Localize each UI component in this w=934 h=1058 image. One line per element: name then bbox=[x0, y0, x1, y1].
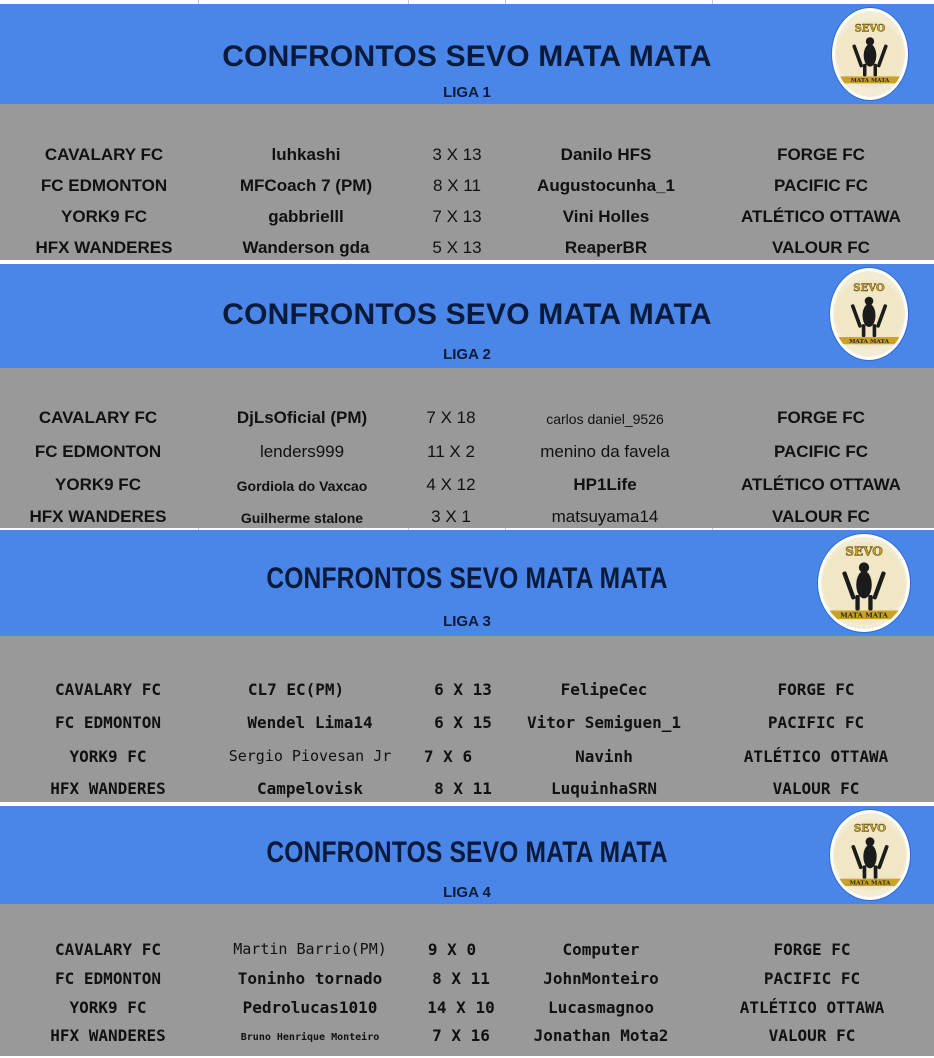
home-team: HFX WANDERES bbox=[29, 507, 167, 526]
home-team: HFX WANDERES bbox=[50, 779, 166, 798]
away-team: ATLÉTICO OTTAWA bbox=[739, 998, 885, 1017]
match-table bbox=[0, 104, 934, 260]
player-away: LuquinhaSRN bbox=[551, 779, 657, 798]
home-team: YORK9 FC bbox=[69, 747, 147, 766]
player-home: lenders999 bbox=[259, 442, 345, 461]
player-home: Wendel Lima14 bbox=[247, 713, 373, 732]
match-table bbox=[0, 904, 934, 1056]
match-score: 3 X 1 bbox=[431, 507, 471, 526]
player-away: Danilo HFS bbox=[560, 145, 652, 164]
match-table bbox=[0, 636, 934, 802]
player-away: FelipeCec bbox=[560, 680, 648, 699]
match-table bbox=[0, 368, 934, 528]
page-title: CONFRONTOS SEVO MATA MATA bbox=[266, 836, 668, 869]
home-team: HFX WANDERES bbox=[35, 238, 173, 257]
player-away: Computer bbox=[562, 940, 640, 959]
player-home: Pedrolucas1010 bbox=[242, 998, 378, 1017]
home-team: FC EDMONTON bbox=[40, 176, 168, 195]
away-team: VALOUR FC bbox=[772, 507, 870, 526]
match-score: 8 X 11 bbox=[432, 969, 490, 988]
match-score: 7 X 13 bbox=[432, 207, 482, 226]
away-team: VALOUR FC bbox=[772, 238, 870, 257]
away-team: PACIFIC FC bbox=[773, 176, 869, 195]
svg-text:MATA MATA: MATA MATA bbox=[849, 338, 889, 345]
away-team: VALOUR FC bbox=[772, 779, 860, 798]
player-home: Guilherme stalone bbox=[240, 510, 364, 526]
svg-text:SEVO: SEVO bbox=[853, 822, 887, 835]
player-home: Sergio Piovesan Jr bbox=[228, 747, 392, 765]
match-score: 5 X 13 bbox=[432, 238, 482, 257]
table-row bbox=[0, 747, 934, 779]
league-header bbox=[0, 264, 934, 368]
home-team: YORK9 FC bbox=[55, 475, 141, 494]
away-team: FORGE FC bbox=[777, 408, 865, 427]
away-team: PACIFIC FC bbox=[763, 969, 861, 988]
player-home: luhkashi bbox=[271, 145, 341, 164]
player-away: Jonathan Mota2 bbox=[533, 1026, 669, 1045]
home-team: FC EDMONTON bbox=[55, 713, 161, 732]
league-header bbox=[0, 530, 934, 636]
svg-text:MATA MATA: MATA MATA bbox=[850, 78, 890, 84]
table-row bbox=[0, 969, 934, 1001]
league-label: LIGA 2 bbox=[443, 346, 491, 363]
home-team: HFX WANDERES bbox=[50, 1026, 166, 1045]
svg-text:MATA MATA: MATA MATA bbox=[840, 611, 888, 620]
table-row bbox=[0, 713, 934, 745]
player-home: Gordiola do Vaxcao bbox=[236, 478, 368, 494]
player-away: Lucasmagnoo bbox=[548, 998, 654, 1017]
svg-text:SEVO: SEVO bbox=[854, 23, 886, 35]
away-team: PACIFIC FC bbox=[773, 442, 869, 461]
match-score: 8 X 11 bbox=[434, 779, 492, 798]
page-title: CONFRONTOS SEVO MATA MATA bbox=[222, 298, 712, 331]
league-label: LIGA 4 bbox=[443, 884, 491, 901]
match-score: 7 X 6 bbox=[423, 747, 473, 766]
player-away: carlos daniel_9526 bbox=[546, 411, 664, 427]
player-away: Augustocunha_1 bbox=[537, 176, 675, 195]
player-away: Navinh bbox=[575, 747, 633, 766]
sevo-logo-icon bbox=[830, 810, 910, 900]
match-score: 7 X 18 bbox=[426, 408, 476, 427]
away-team: ATLÉTICO OTTAWA bbox=[743, 747, 889, 766]
sevo-logo-icon bbox=[830, 268, 908, 360]
away-team: ATLÉTICO OTTAWA bbox=[741, 475, 901, 494]
sevo-logo-icon bbox=[832, 8, 908, 100]
match-score: 7 X 16 bbox=[432, 1026, 490, 1045]
home-team: CAVALARY FC bbox=[55, 680, 161, 699]
home-team: YORK9 FC bbox=[61, 207, 147, 226]
player-home: Martin Barrio(PM) bbox=[233, 940, 387, 958]
player-home: gabbrielll bbox=[268, 207, 344, 226]
table-row bbox=[0, 408, 934, 440]
league-label: LIGA 3 bbox=[443, 613, 491, 630]
svg-text:MATA MATA: MATA MATA bbox=[849, 879, 891, 887]
away-team: FORGE FC bbox=[777, 145, 865, 164]
player-home: Wanderson gda bbox=[242, 238, 370, 257]
player-away: menino da favela bbox=[540, 442, 670, 461]
league-header bbox=[0, 806, 934, 904]
home-team: FC EDMONTON bbox=[34, 442, 162, 461]
player-home: DjLsOficial (PM) bbox=[236, 408, 368, 427]
away-team: PACIFIC FC bbox=[767, 713, 865, 732]
player-away: ReaperBR bbox=[564, 238, 648, 257]
away-team: VALOUR FC bbox=[768, 1026, 856, 1045]
page-title: CONFRONTOS SEVO MATA MATA bbox=[222, 40, 712, 73]
home-team: CAVALARY FC bbox=[55, 940, 161, 959]
league-label: LIGA 1 bbox=[443, 84, 491, 101]
table-row bbox=[0, 145, 934, 177]
away-team: FORGE FC bbox=[773, 940, 851, 959]
page-title: CONFRONTOS SEVO MATA MATA bbox=[266, 562, 668, 595]
table-row bbox=[0, 176, 934, 208]
match-score: 3 X 13 bbox=[432, 145, 482, 164]
league-header bbox=[0, 4, 934, 104]
match-score: 14 X 10 bbox=[427, 998, 495, 1017]
svg-text:SEVO: SEVO bbox=[845, 544, 883, 559]
player-away: Vitor Semiguen_1 bbox=[526, 713, 682, 732]
home-team: CAVALARY FC bbox=[38, 408, 158, 427]
player-home: CL7 EC(PM) bbox=[247, 680, 345, 699]
svg-text:SEVO: SEVO bbox=[853, 282, 885, 294]
sevo-logo-icon bbox=[818, 534, 910, 632]
match-score: 4 X 12 bbox=[426, 475, 476, 494]
player-away: HP1Life bbox=[573, 475, 637, 494]
match-score: 11 X 2 bbox=[427, 442, 475, 461]
away-team: FORGE FC bbox=[777, 680, 855, 699]
player-home: Campelovisk bbox=[257, 779, 363, 798]
league-section-3 bbox=[0, 530, 934, 802]
player-home: Bruno Henrique Monteiro bbox=[240, 1032, 380, 1043]
table-row bbox=[0, 207, 934, 239]
match-score: 8 X 11 bbox=[433, 176, 481, 195]
player-away: Vini Holles bbox=[562, 207, 650, 226]
player-home: MFCoach 7 (PM) bbox=[239, 176, 373, 195]
table-row bbox=[0, 940, 934, 972]
table-row bbox=[0, 475, 934, 507]
home-team: CAVALARY FC bbox=[44, 145, 164, 164]
home-team: FC EDMONTON bbox=[55, 969, 161, 988]
match-score: 6 X 13 bbox=[434, 680, 492, 699]
league-section-1 bbox=[0, 4, 934, 260]
away-team: ATLÉTICO OTTAWA bbox=[741, 207, 901, 226]
table-row bbox=[0, 680, 934, 712]
table-row bbox=[0, 1026, 934, 1058]
table-row bbox=[0, 442, 934, 474]
player-away: JohnMonteiro bbox=[543, 969, 659, 988]
match-score: 6 X 15 bbox=[434, 713, 492, 732]
league-section-4 bbox=[0, 806, 934, 1056]
match-score: 9 X 0 bbox=[427, 940, 477, 959]
player-away: matsuyama14 bbox=[551, 507, 659, 526]
league-section-2 bbox=[0, 264, 934, 528]
home-team: YORK9 FC bbox=[69, 998, 147, 1017]
player-home: Toninho tornado bbox=[237, 969, 383, 988]
